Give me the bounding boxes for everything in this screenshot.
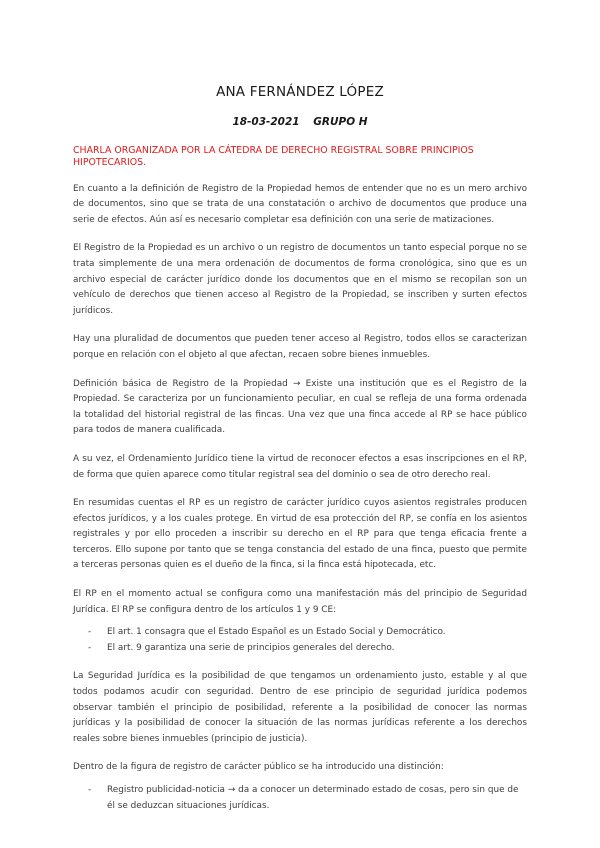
articles-list bbox=[73, 625, 527, 656]
paragraph: El Registro de la Propiedad es un archivo o un registro de documentos un tanto especial porque no se trata simplemente de una mera ordenación de documentos de forma cronológica, sino que es un archivo especial de carácter jurídico donde los documentos que en el mismo se recopilan son un vehículo de derechos que tienen acceso al Registro de la Propiedad, se inscriben y surten efectos jurídicos. bbox=[73, 243, 527, 316]
paragraph: Definición básica de Registro de la Propiedad → Existe una institución que es el Registro de la Propiedad. Se caracteriza por un funcionamiento peculiar, en cual se refleja de una forma ordenada la totalidad del historial registral de las fincas. Una vez que una finca accede al RP se hace público para todos de manera cualificada. bbox=[73, 378, 527, 436]
list-item: - Registro publicidad-noticia → da a conocer un determinado estado de cosas, pero sin que de él se deduzcan situaciones jurídicas. bbox=[88, 783, 527, 814]
paragraph: En cuanto a la definición de Registro de la Propiedad hemos de entender que no es un mero archivo de documentos, sino que se trata de una constatación o archivo de documentos que produce una serie de efectos. Aún así es necesario completar esa definición con una serie de matizaciones. bbox=[73, 183, 527, 225]
paragraph: La Seguridad Jurídica es la posibilidad de que tengamos un ordenamiento justo, estable y al que todos podamos acudir con seguridad. Dentro de ese principio de seguridad jurídica podemos observar también el principio de posibilidad, referente a la posibilidad de conocer las normas jurídicas y la posibilidad de conocer la situación de las normas jurídicas referente a los derechos reales sobre bienes inmuebles (principio de justicia). bbox=[73, 671, 527, 744]
paragraph: En resumidas cuentas el RP es un registro de carácter jurídico cuyos asientos registrales producen efectos jurídicos, y a los cuales protege. En virtud de esa protección del RP, se confía en los asientos registrales y por ello proceden a inscribir su derecho en el RP para que tenga eficacia frente a terceros. Ello supone por tanto que se tenga constancia del estado de una finca, puesto que permite a terceras personas quien es el dueño de la finca, si la finca está hipotecada, etc. bbox=[73, 498, 527, 571]
distinction-list bbox=[73, 783, 527, 814]
section-heading: CHARLA ORGANIZADA POR LA CÁTEDRA DE DERECHO REGISTRAL SOBRE PRINCIPIOS HIPOTECARIOS. bbox=[73, 145, 474, 169]
paragraph: El RP en el momento actual se configura como una manifestación más del principio de Seguridad Jurídica. El RP se configura dentro de los artículos 1 y 9 CE: bbox=[73, 589, 527, 615]
paragraph: A su vez, el Ordenamiento Jurídico tiene la virtud de reconocer efectos a esas inscripciones en el RP, de forma que quien aparece como titular registral sea del dominio o sea de otro derecho real. bbox=[73, 453, 527, 480]
document-date: 18-03-2021 bbox=[232, 116, 300, 128]
document-group: GRUPO H bbox=[313, 116, 368, 128]
list-item: - El art. 9 garantiza una serie de principios generales del derecho. bbox=[88, 641, 527, 657]
paragraph: Dentro de la figura de registro de carácter público se ha introducido una distinción: bbox=[73, 762, 444, 773]
author-name: ANA FERNÁNDEZ LÓPEZ bbox=[216, 84, 384, 100]
paragraph: Hay una pluralidad de documentos que pueden tener acceso al Registro, todos ellos se caracterizan porque en relación con el objeto al que afectan, recaen sobre bienes inmuebles. bbox=[73, 334, 527, 360]
list-item: - El art. 1 consagra que el Estado Español es un Estado Social y Democrático. bbox=[88, 625, 527, 641]
document-meta bbox=[73, 116, 527, 128]
